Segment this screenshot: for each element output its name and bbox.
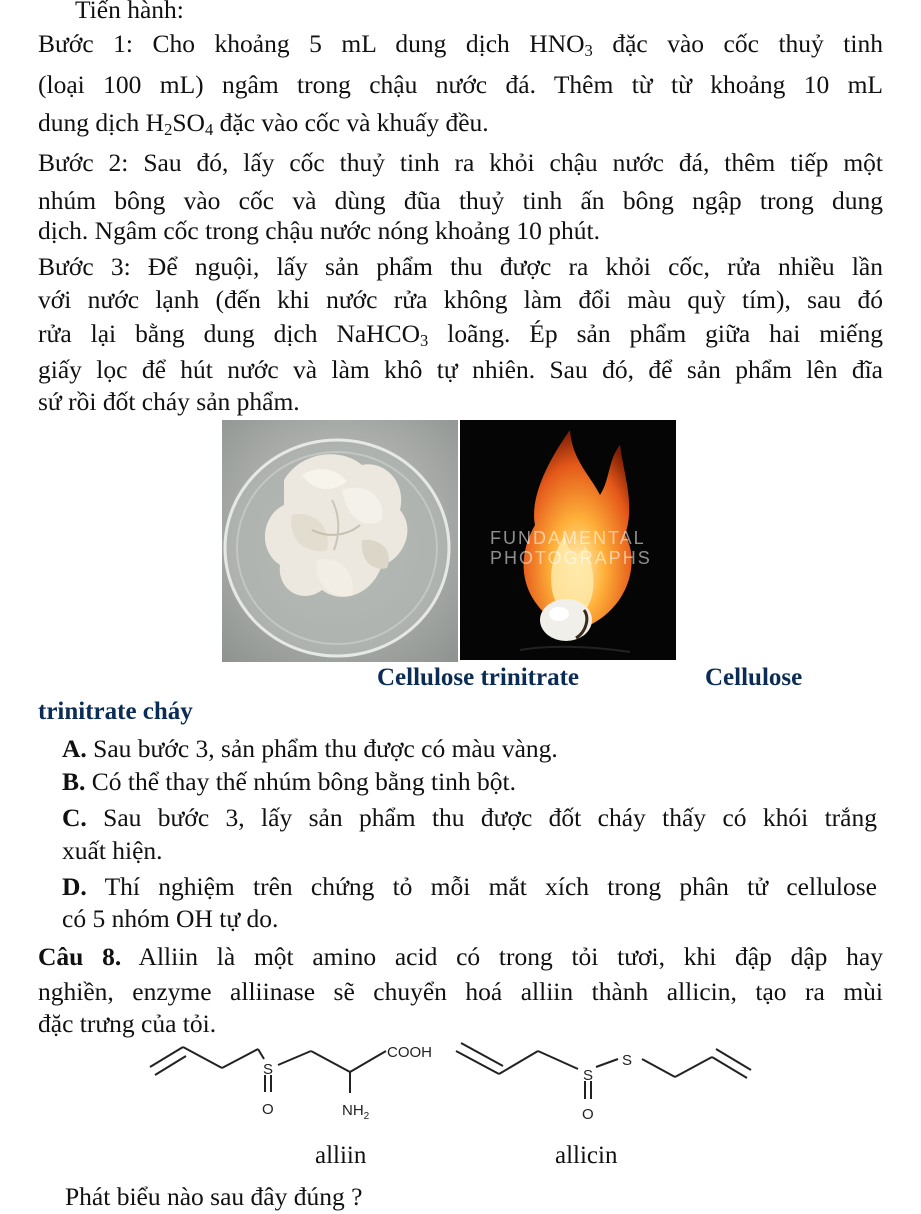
alliin-label: alliin: [315, 1142, 367, 1169]
option-c-line2: xuất hiện.: [62, 836, 163, 865]
step3-line1: Bước 3: Để nguội, lấy sản phẩm thu được ra khỏi cốc, rửa nhiều lần: [38, 252, 883, 281]
watermark: FUNDAMENTAL PHOTOGRAPHS: [490, 528, 652, 568]
question-8-line1: Câu 8. Alliin là một amino acid có trong tỏi tươi, khi đập dập hay: [38, 942, 883, 971]
allicin-label: allicin: [555, 1142, 618, 1169]
step2-line2: nhúm bông vào cốc và dùng đũa thuỷ tinh ấn bông ngập trong dung: [38, 186, 883, 215]
heading: Tiến hành:: [75, 0, 184, 24]
step2-line1: Bước 2: Sau đó, lấy cốc thuỷ tinh ra khỏi chậu nước đá, thêm tiếp một: [38, 148, 883, 177]
burning-cellulose-photo: [460, 420, 676, 660]
question-8-line2: nghiền, enzyme alliinase sẽ chuyển hoá alliin thành allicin, tạo ra mùi: [38, 977, 883, 1006]
caption-continued: trinitrate cháy: [38, 698, 193, 725]
alliin-nh2: $NH_2$: [342, 1102, 370, 1122]
allicin-o: O: [582, 1106, 594, 1123]
alliin-cooh: COOH: [387, 1044, 432, 1061]
option-c-line1: C. Sau bước 3, lấy sản phẩm thu được đốt cháy thấy có khói trắng: [62, 803, 877, 832]
chemical-structures: [0, 1035, 921, 1145]
alliin-s: S: [263, 1061, 274, 1078]
step3-line2: với nước lạnh (đến khi nước rửa không làm đổi màu quỳ tím), sau đó: [38, 285, 883, 314]
step1-line1: Bước 1: Cho khoảng 5 mL dung dịch $HNO_3$ đặc vào cốc thuỷ tinh: [38, 29, 883, 61]
alliin-o: O: [262, 1101, 274, 1118]
caption-left: Cellulose trinitrate: [377, 664, 580, 691]
option-b: B. Có thể thay thế nhúm bông bằng tinh bột.: [62, 767, 517, 796]
allicin-s2: S: [622, 1052, 633, 1069]
option-d-line2: có 5 nhóm OH tự do.: [62, 904, 279, 933]
question-8-line3: đặc trưng của tỏi.: [38, 1009, 217, 1038]
step3-line5: sứ rồi đốt cháy sản phẩm.: [38, 387, 300, 416]
step3-line4: giấy lọc để hút nước và làm khô tự nhiên. Sau đó, để sản phẩm lên đĩa: [38, 355, 883, 384]
option-d-line1: D. Thí nghiệm trên chứng tỏ mỗi mắt xích trong phân tử cellulose: [62, 872, 877, 901]
step3-line3: rửa lại bằng dung dịch NaHCO$_3$ loãng. Ép sản phẩm giữa hai miếng: [38, 319, 883, 351]
option-a: A. Sau bước 3, sản phẩm thu được có màu vàng.: [62, 734, 558, 763]
cellulose-trinitrate-photo: [222, 420, 458, 662]
step1-line3: dung dịch $H_2SO_4$ đặc vào cốc và khuấy đều.: [38, 108, 489, 140]
caption-right: Cellulose: [705, 664, 803, 691]
step2-line3: dịch. Ngâm cốc trong chậu nước nóng khoảng 10 phút.: [38, 216, 600, 245]
allicin-s1: S: [583, 1067, 594, 1084]
question-prompt: Phát biểu nào sau đây đúng ?: [65, 1182, 363, 1211]
step1-line2: (loại 100 mL) ngâm trong chậu nước đá. Thêm từ từ khoảng 10 mL: [38, 70, 883, 99]
